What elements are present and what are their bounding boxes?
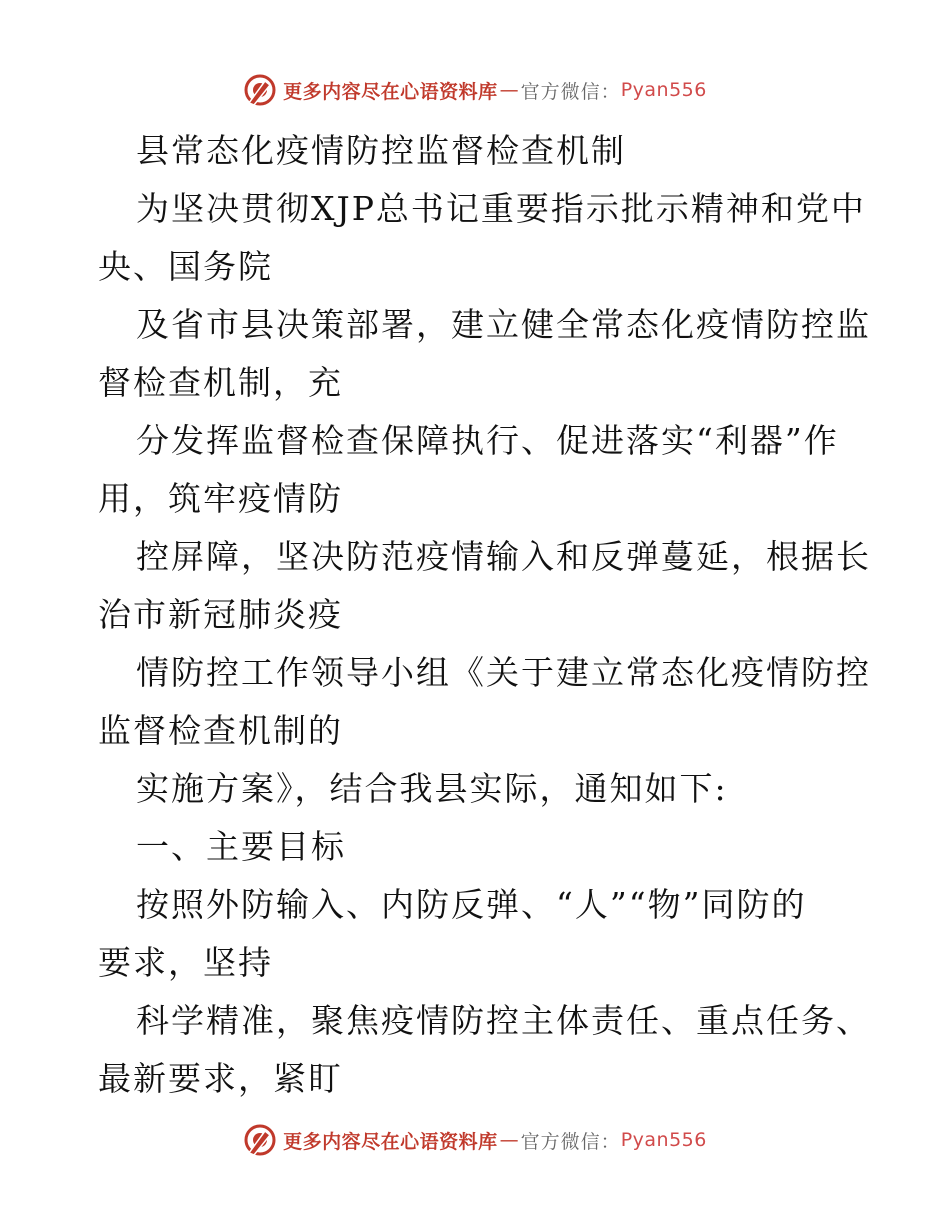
document-line: 为坚决贯彻XJP总书记重要指示批示精神和党中 [136, 189, 866, 228]
watermark-label: 官方微信： [520, 1130, 621, 1153]
footer-watermark [0, 1120, 950, 1160]
document-line: 治市新冠肺炎疫 [98, 595, 343, 634]
watermark-wechat-id: Pyan556 [620, 1129, 707, 1151]
document-line: 要求，坚持 [98, 943, 273, 982]
watermark-label: 官方微信： [520, 80, 621, 103]
watermark-dash: — [499, 1129, 519, 1151]
document-line: 控屏障，坚决防范疫情输入和反弹蔓延，根据长 [136, 537, 871, 576]
document-line: 科学精准，聚焦疫情防控主体责任、重点任务、 [136, 1001, 871, 1040]
watermark-wechat-id: Pyan556 [620, 79, 707, 101]
document-line: 及省市县决策部署，建立健全常态化疫情防控监 [136, 305, 871, 344]
document-line: 监督检查机制的 [98, 711, 343, 750]
watermark-dash: — [499, 79, 519, 101]
document-line: 情防控工作领导小组《关于建立常态化疫情防控 [136, 653, 871, 692]
document-line: 县常态化疫情防控监督检查机制 [136, 131, 626, 170]
pen-logo-icon [243, 1123, 277, 1157]
document-line: 最新要求，紧盯 [98, 1059, 343, 1098]
document-line: 央、国务院 [98, 247, 273, 286]
document-line: 用，筑牢疫情防 [98, 479, 343, 518]
document-line: 督检查机制，充 [98, 363, 343, 402]
document-line: 一、主要目标 [136, 827, 346, 866]
document-line: 分发挥监督检查保障执行、促进落实“利器”作 [136, 421, 839, 460]
document-line: 实施方案》，结合我县实际，通知如下: [136, 769, 728, 808]
watermark-brand: 更多内容尽在心语资料库 [283, 1130, 498, 1153]
header-watermark [0, 70, 950, 110]
document-line: 按照外防输入、内防反弹、“人”“物”同防的 [136, 885, 807, 924]
pen-logo-icon [243, 73, 277, 107]
document-body [98, 122, 871, 1108]
watermark-brand: 更多内容尽在心语资料库 [283, 80, 498, 103]
